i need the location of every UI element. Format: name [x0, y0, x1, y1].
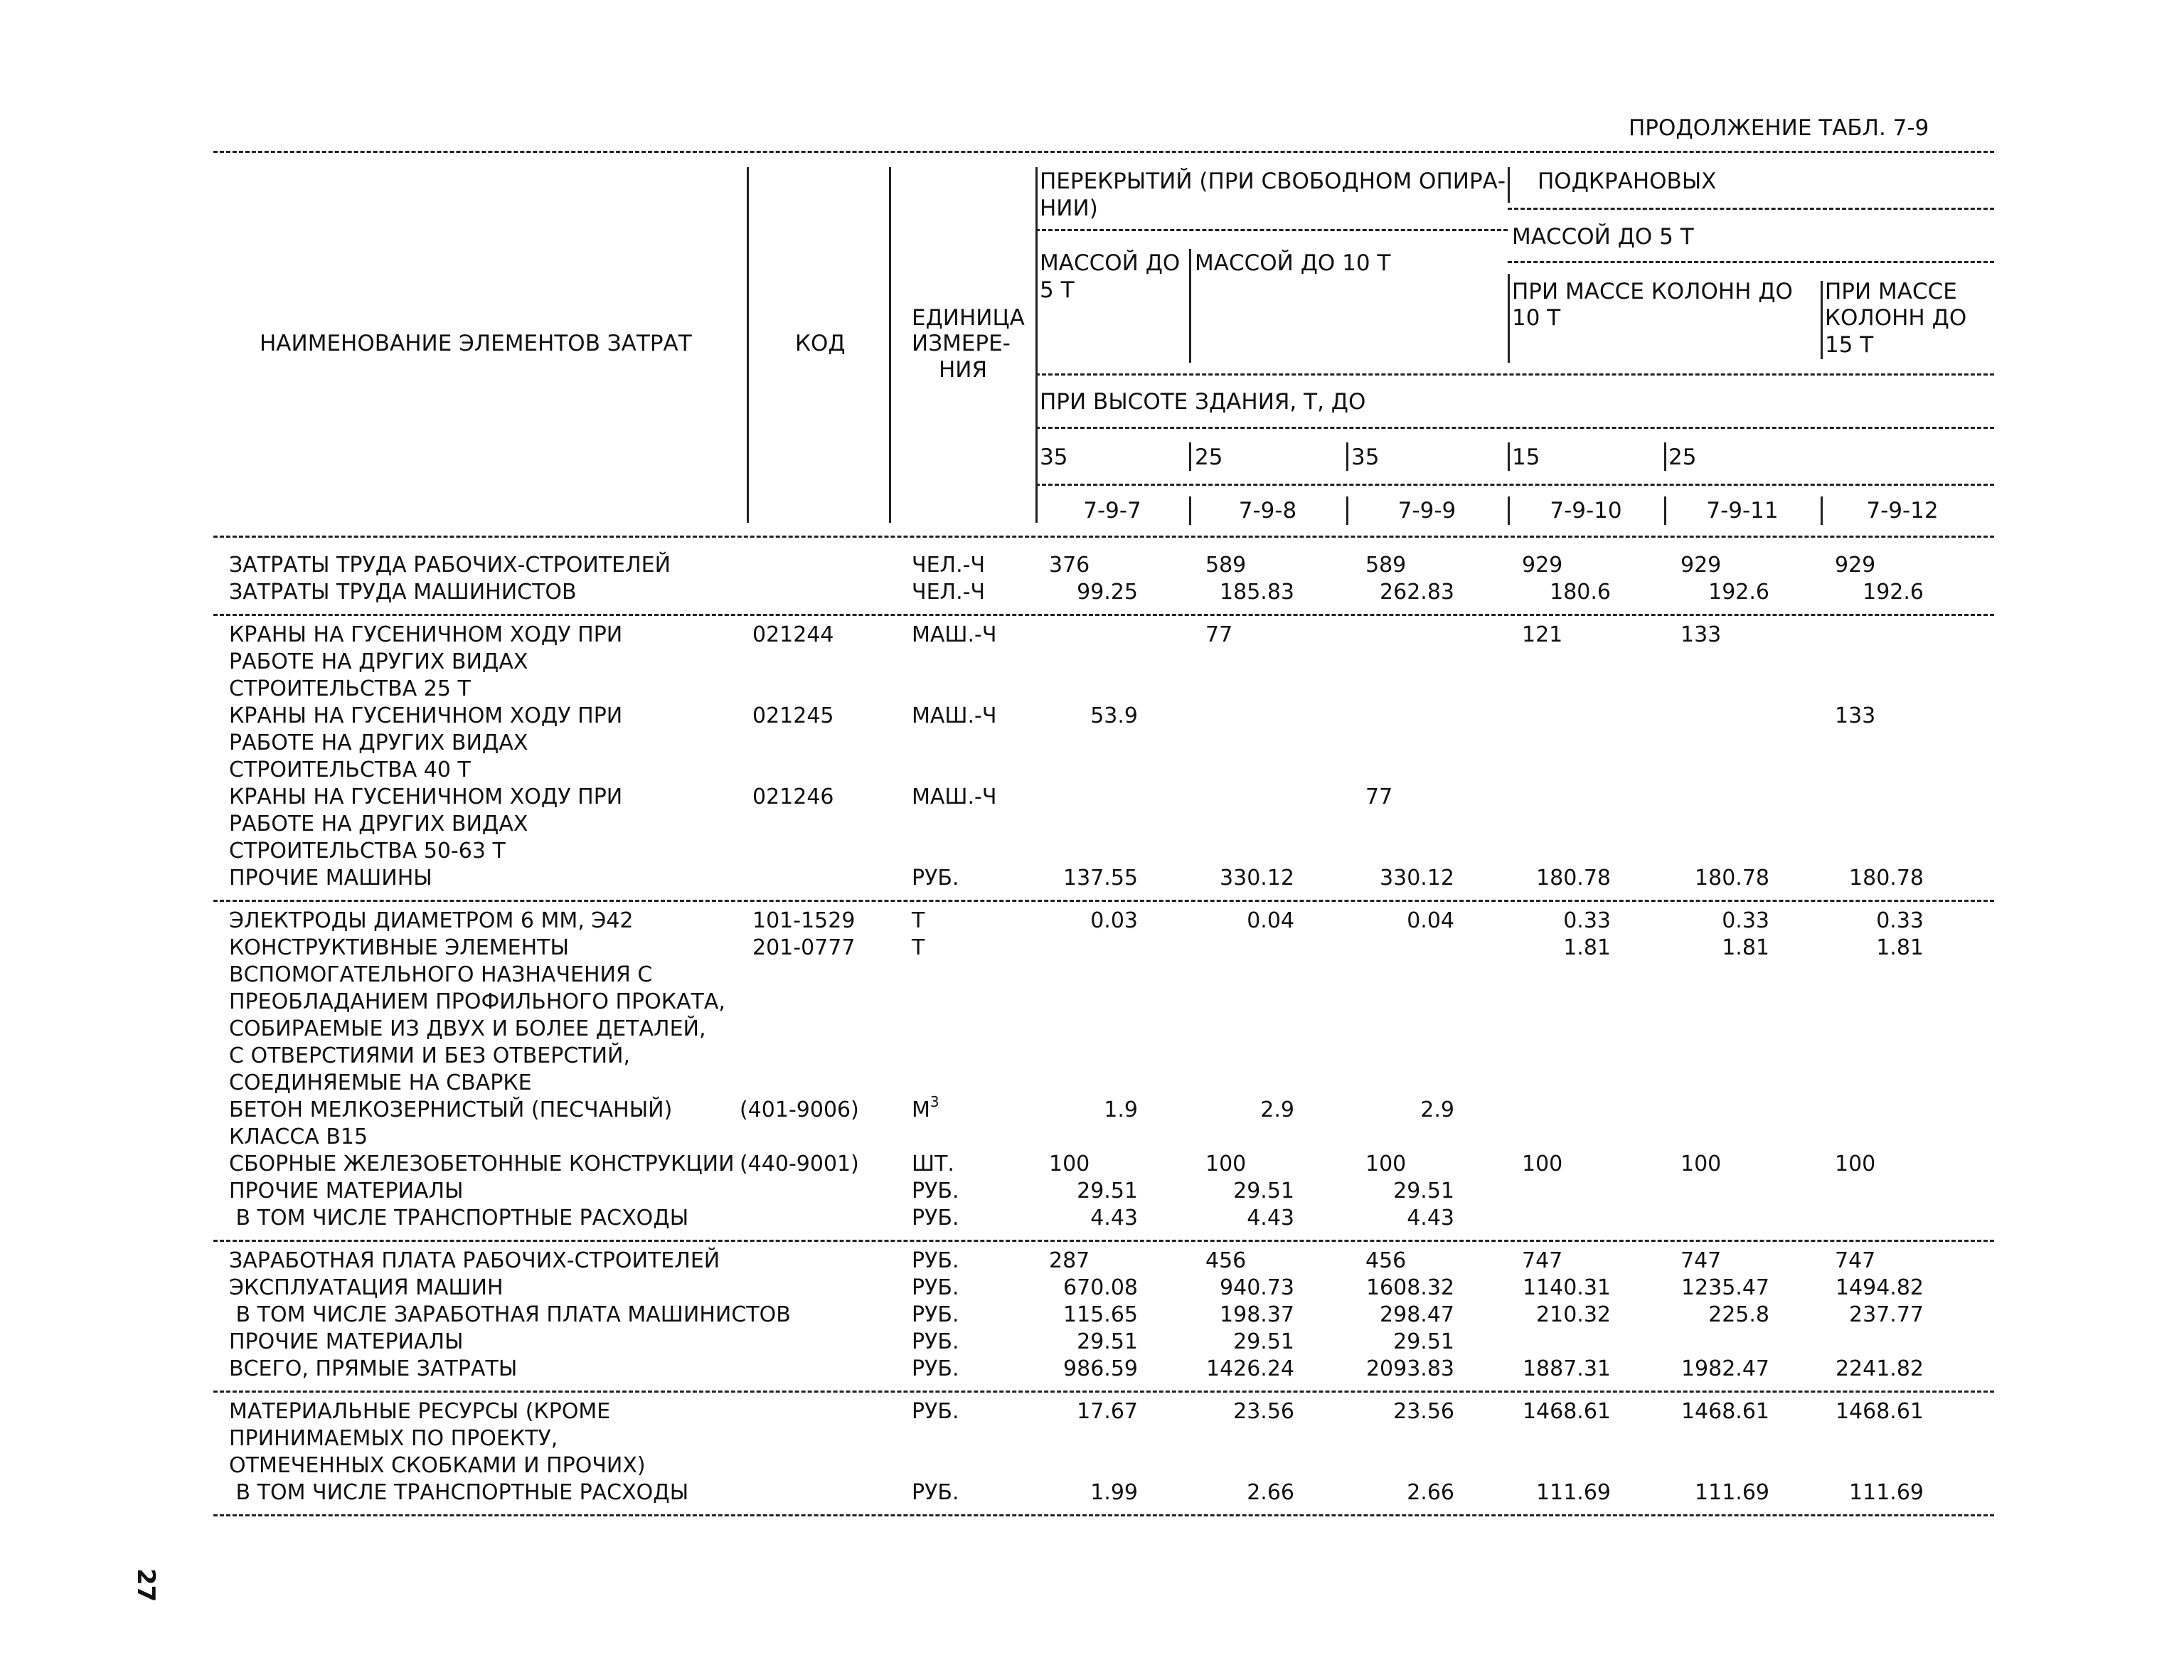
row-unit: МАШ.-Ч — [912, 785, 997, 809]
header-height: ПРИ ВЫСОТЕ ЗДАНИЯ, Т, ДО — [1040, 389, 1366, 415]
row-value: 2.9 — [1420, 1097, 1454, 1122]
row-value: 929 — [1522, 553, 1563, 578]
row-code: 021246 — [752, 785, 834, 809]
row-value: 192.6 — [1708, 580, 1769, 605]
row-value: 29.51 — [1393, 1179, 1454, 1203]
row-value: 115.65 — [1063, 1302, 1138, 1327]
row-value: 287 — [1049, 1248, 1090, 1273]
row-unit: ЧЕЛ.-Ч — [912, 553, 986, 578]
header-vline-2 — [889, 167, 891, 523]
row-value: 456 — [1365, 1248, 1407, 1273]
row-unit: РУБ. — [912, 1480, 959, 1505]
section-rule — [213, 900, 1994, 902]
header-code: КОД — [795, 331, 846, 356]
row-code: (440-9001) — [740, 1152, 859, 1176]
row-name-line: СБОРНЫЕ ЖЕЛЕЗОБЕТОННЫЕ КОНСТРУКЦИИ — [229, 1152, 735, 1176]
header-group2-sub: МАССОЙ ДО 5 Т — [1512, 224, 1694, 250]
header-unit-1: ЕДИНИЦА — [912, 305, 1025, 331]
row-code: 021245 — [752, 703, 834, 728]
row-value: 2.9 — [1260, 1097, 1294, 1122]
header-vline-h3 — [1508, 442, 1510, 471]
row-name-line: МАТЕРИАЛЬНЫЕ РЕСУРСЫ (КРОМЕ — [229, 1399, 611, 1424]
group2-sub-rule — [1508, 208, 1994, 210]
header-vline-h4 — [1664, 442, 1666, 471]
row-value: 0.03 — [1090, 908, 1138, 933]
row-name-line: КРАНЫ НА ГУСЕНИЧНОМ ХОДУ ПРИ — [229, 703, 623, 728]
row-value: 1.81 — [1563, 935, 1611, 960]
row-name-line: БЕТОН МЕЛКОЗЕРНИСТЫЙ (ПЕСЧАНЫЙ) — [229, 1097, 673, 1122]
group1-rule — [1035, 229, 1508, 231]
row-value: 29.51 — [1077, 1179, 1138, 1203]
row-name-line: СОЕДИНЯЕМЫЕ НА СВАРКЕ — [229, 1070, 532, 1095]
row-value: 111.69 — [1536, 1480, 1611, 1505]
row-value: 0.33 — [1722, 908, 1769, 933]
row-value: 929 — [1680, 553, 1722, 578]
row-value: 330.12 — [1380, 866, 1454, 890]
row-name-line: ПРОЧИЕ МАШИНЫ — [229, 866, 432, 890]
row-value: 29.51 — [1077, 1329, 1138, 1354]
row-unit: ШТ. — [912, 1152, 954, 1176]
row-value: 111.69 — [1849, 1480, 1924, 1505]
row-value: 100 — [1680, 1152, 1722, 1176]
bottom-rule — [213, 1514, 1994, 1516]
row-value: 185.83 — [1220, 580, 1294, 605]
row-name-line: КЛАССА В15 — [229, 1125, 368, 1149]
row-name-line: ОТМЕЧЕННЫХ СКОБКАМИ И ПРОЧИХ) — [229, 1453, 646, 1478]
row-value: 1235.47 — [1680, 1275, 1769, 1300]
row-name-line: СТРОИТЕЛЬСТВА 50-63 Т — [229, 839, 506, 863]
row-value: 1.99 — [1090, 1480, 1138, 1505]
row-unit: Т — [912, 908, 925, 933]
header-vline-5 — [1189, 249, 1191, 363]
header-code-2: 7-9-8 — [1238, 498, 1297, 523]
row-name-line: В ТОМ ЧИСЛЕ ЗАРАБОТНАЯ ПЛАТА МАШИНИСТОВ — [229, 1302, 791, 1327]
row-value: 747 — [1680, 1248, 1722, 1273]
header-vline-3 — [1035, 167, 1038, 523]
row-name-line: РАБОТЕ НА ДРУГИХ ВИДАХ — [229, 649, 528, 674]
row-value: 4.43 — [1247, 1206, 1294, 1230]
row-value: 1140.31 — [1522, 1275, 1611, 1300]
header-unit-3: НИЯ — [939, 357, 988, 383]
row-name-line: ВСЕГО, ПРЯМЫЕ ЗАТРАТЫ — [229, 1356, 518, 1381]
row-unit: МАШ.-Ч — [912, 622, 997, 647]
row-value: 17.67 — [1077, 1399, 1138, 1424]
row-name-line: КРАНЫ НА ГУСЕНИЧНОМ ХОДУ ПРИ — [229, 622, 623, 647]
row-name-line: ПРЕОБЛАДАНИЕМ ПРОФИЛЬНОГО ПРОКАТА, — [229, 989, 725, 1014]
table-caption: ПРОДОЛЖЕНИЕ ТАБЛ. 7-9 — [1629, 115, 1929, 141]
header-vline-7 — [1821, 281, 1823, 359]
row-value: 4.43 — [1407, 1206, 1454, 1230]
top-rule — [213, 151, 1994, 153]
row-code: 021244 — [752, 622, 834, 647]
page-number: 27 — [132, 1568, 160, 1602]
row-unit: РУБ. — [912, 1302, 959, 1327]
row-value: 198.37 — [1220, 1302, 1294, 1327]
row-value: 137.55 — [1063, 866, 1138, 890]
row-value: 121 — [1522, 622, 1563, 647]
row-value: 456 — [1205, 1248, 1247, 1273]
row-value: 1468.61 — [1835, 1399, 1924, 1424]
row-value: 376 — [1049, 553, 1090, 578]
row-name-line: СТРОИТЕЛЬСТВА 40 Т — [229, 757, 471, 782]
row-value: 0.04 — [1247, 908, 1294, 933]
header-group1-1: ПЕРЕКРЫТИЙ (ПРИ СВОБОДНОМ ОПИРА- — [1040, 169, 1506, 194]
row-value: 589 — [1205, 553, 1247, 578]
row-value: 1887.31 — [1522, 1356, 1611, 1381]
header-mass5-2: 5 Т — [1040, 277, 1075, 303]
row-name-line: СТРОИТЕЛЬСТВА 25 Т — [229, 676, 471, 701]
mass-rule — [1508, 261, 1994, 263]
row-name-line: СОБИРАЕМЫЕ ИЗ ДВУХ И БОЛЕЕ ДЕТАЛЕЙ, — [229, 1016, 706, 1041]
header-code-4: 7-9-10 — [1550, 498, 1622, 523]
row-value: 29.51 — [1233, 1329, 1294, 1354]
header-height-1: 35 — [1040, 445, 1068, 470]
header-height-5: 25 — [1668, 445, 1697, 470]
row-value: 210.32 — [1536, 1302, 1611, 1327]
row-value: 225.8 — [1708, 1302, 1769, 1327]
row-value: 747 — [1522, 1248, 1563, 1273]
row-unit: ЧЕЛ.-Ч — [912, 580, 986, 605]
row-value: 180.78 — [1695, 866, 1769, 890]
header-colmass15-1: ПРИ МАССЕ — [1825, 279, 1957, 304]
row-name-line: В ТОМ ЧИСЛЕ ТРАНСПОРТНЫЕ РАСХОДЫ — [229, 1206, 689, 1230]
row-value: 0.33 — [1563, 908, 1611, 933]
header-colmass10-2: 10 Т — [1512, 305, 1561, 331]
row-value: 237.77 — [1849, 1302, 1924, 1327]
row-value: 0.04 — [1407, 908, 1454, 933]
header-vline-1 — [747, 167, 749, 523]
row-value: 589 — [1365, 553, 1407, 578]
row-code: 101-1529 — [752, 908, 856, 933]
row-unit: РУБ. — [912, 1179, 959, 1203]
row-name-line: КРАНЫ НА ГУСЕНИЧНОМ ХОДУ ПРИ — [229, 785, 623, 809]
row-value: 1.9 — [1104, 1097, 1138, 1122]
row-value: 298.47 — [1380, 1302, 1454, 1327]
row-value: 53.9 — [1090, 703, 1138, 728]
row-name-line: ЭЛЕКТРОДЫ ДИАМЕТРОМ 6 ММ, Э42 — [229, 908, 634, 933]
row-value: 99.25 — [1077, 580, 1138, 605]
row-value: 100 — [1365, 1152, 1407, 1176]
row-value: 0.33 — [1876, 908, 1924, 933]
section-rule — [213, 1391, 1994, 1393]
header-vline-h1 — [1189, 442, 1191, 471]
row-name-line: С ОТВЕРСТИЯМИ И БЕЗ ОТВЕРСТИЙ, — [229, 1043, 631, 1068]
row-value: 133 — [1680, 622, 1722, 647]
header-group2: ПОДКРАНОВЫХ — [1538, 169, 1717, 194]
row-unit: РУБ. — [912, 1206, 959, 1230]
header-height-3: 35 — [1351, 445, 1380, 470]
row-value: 100 — [1835, 1152, 1876, 1176]
row-value: 23.56 — [1233, 1399, 1294, 1424]
header-vline-h2 — [1346, 442, 1348, 471]
header-group1-2: НИИ) — [1040, 196, 1098, 221]
header-code-1: 7-9-7 — [1083, 498, 1141, 523]
row-value: 180.78 — [1536, 866, 1611, 890]
row-name-line: ПРОЧИЕ МАТЕРИАЛЫ — [229, 1179, 464, 1203]
row-value: 1608.32 — [1365, 1275, 1454, 1300]
height-rule-bottom — [1035, 427, 1994, 429]
row-value: 192.6 — [1863, 580, 1924, 605]
row-unit: $М^3$ — [912, 1093, 939, 1122]
row-value: 23.56 — [1393, 1399, 1454, 1424]
row-value: 1982.47 — [1680, 1356, 1769, 1381]
header-unit-2: ИЗМЕРЕ- — [912, 331, 1011, 356]
row-code: 201-0777 — [752, 935, 856, 960]
row-unit: РУБ. — [912, 1329, 959, 1354]
row-name-line: ЭКСПЛУАТАЦИЯ МАШИН — [229, 1275, 504, 1300]
row-value: 100 — [1522, 1152, 1563, 1176]
row-name-line: ПРОЧИЕ МАТЕРИАЛЫ — [229, 1329, 464, 1354]
row-value: 2093.83 — [1365, 1356, 1454, 1381]
row-value: 2241.82 — [1835, 1356, 1924, 1381]
header-vline-4 — [1508, 167, 1510, 203]
header-bottom-rule — [213, 536, 1994, 538]
header-code-3: 7-9-9 — [1397, 498, 1456, 523]
row-unit: РУБ. — [912, 1356, 959, 1381]
row-value: 670.08 — [1063, 1275, 1138, 1300]
row-unit: РУБ. — [912, 1248, 959, 1273]
row-name-line: РАБОТЕ НА ДРУГИХ ВИДАХ — [229, 730, 528, 755]
row-unit: РУБ. — [912, 1399, 959, 1424]
row-value: 29.51 — [1233, 1179, 1294, 1203]
header-height-2: 25 — [1195, 445, 1223, 470]
row-value: 2.66 — [1407, 1480, 1454, 1505]
row-value: 747 — [1835, 1248, 1876, 1273]
unit-superscript: 3 — [929, 1093, 939, 1110]
row-value: 77 — [1205, 622, 1233, 647]
section-rule — [213, 614, 1994, 616]
row-name-line: РАБОТЕ НА ДРУГИХ ВИДАХ — [229, 812, 528, 836]
row-name-line: В ТОМ ЧИСЛЕ ТРАНСПОРТНЫЕ РАСХОДЫ — [229, 1480, 689, 1505]
header-vline-6 — [1508, 274, 1510, 363]
row-value: 77 — [1365, 785, 1393, 809]
header-colmass15-3: 15 Т — [1825, 332, 1874, 358]
row-value: 180.6 — [1550, 580, 1611, 605]
header-mass5-1: МАССОЙ ДО — [1040, 250, 1181, 276]
row-value: 29.51 — [1393, 1329, 1454, 1354]
header-colmass15-2: КОЛОНН ДО — [1825, 305, 1967, 331]
row-value: 929 — [1835, 553, 1876, 578]
row-value: 1.81 — [1722, 935, 1769, 960]
header-height-4: 15 — [1512, 445, 1540, 470]
row-value: 100 — [1205, 1152, 1247, 1176]
row-value: 1468.61 — [1680, 1399, 1769, 1424]
row-value: 111.69 — [1695, 1480, 1769, 1505]
row-value: 1426.24 — [1205, 1356, 1294, 1381]
row-value: 180.78 — [1849, 866, 1924, 890]
row-unit: РУБ. — [912, 1275, 959, 1300]
row-name-line: КОНСТРУКТИВНЫЕ ЭЛЕМЕНТЫ — [229, 935, 569, 960]
row-value: 133 — [1835, 703, 1876, 728]
row-unit: МАШ.-Ч — [912, 703, 997, 728]
row-name-line: ЗАТРАТЫ ТРУДА МАШИНИСТОВ — [229, 580, 577, 605]
row-value: 1494.82 — [1835, 1275, 1924, 1300]
row-value: 330.12 — [1220, 866, 1294, 890]
header-code-6: 7-9-12 — [1866, 498, 1939, 523]
row-value: 100 — [1049, 1152, 1090, 1176]
heights-rule — [1035, 484, 1994, 486]
row-value: 940.73 — [1220, 1275, 1294, 1300]
row-name-line: ВСПОМОГАТЕЛЬНОГО НАЗНАЧЕНИЯ С — [229, 962, 653, 987]
row-name-line: ЗАТРАТЫ ТРУДА РАБОЧИХ-СТРОИТЕЛЕЙ — [229, 553, 671, 578]
row-unit: Т — [912, 935, 925, 960]
row-value: 262.83 — [1380, 580, 1454, 605]
header-mass10: МАССОЙ ДО 10 Т — [1195, 250, 1391, 276]
row-value: 1468.61 — [1522, 1399, 1611, 1424]
row-value: 986.59 — [1063, 1356, 1138, 1381]
header-code-5: 7-9-11 — [1706, 498, 1779, 523]
row-name-line: ПРИНИМАЕМЫХ ПО ПРОЕКТУ, — [229, 1426, 558, 1451]
row-code: (401-9006) — [740, 1097, 859, 1122]
row-value: 2.66 — [1247, 1480, 1294, 1505]
section-rule — [213, 1240, 1994, 1242]
height-rule-top — [1035, 373, 1994, 376]
row-value: 4.43 — [1090, 1206, 1138, 1230]
header-name: НАИМЕНОВАНИЕ ЭЛЕМЕНТОВ ЗАТРАТ — [260, 331, 692, 356]
header-colmass10-1: ПРИ МАССЕ КОЛОНН ДО — [1512, 279, 1793, 304]
row-unit: РУБ. — [912, 866, 959, 890]
row-name-line: ЗАРАБОТНАЯ ПЛАТА РАБОЧИХ-СТРОИТЕЛЕЙ — [229, 1248, 720, 1273]
row-value: 1.81 — [1876, 935, 1924, 960]
